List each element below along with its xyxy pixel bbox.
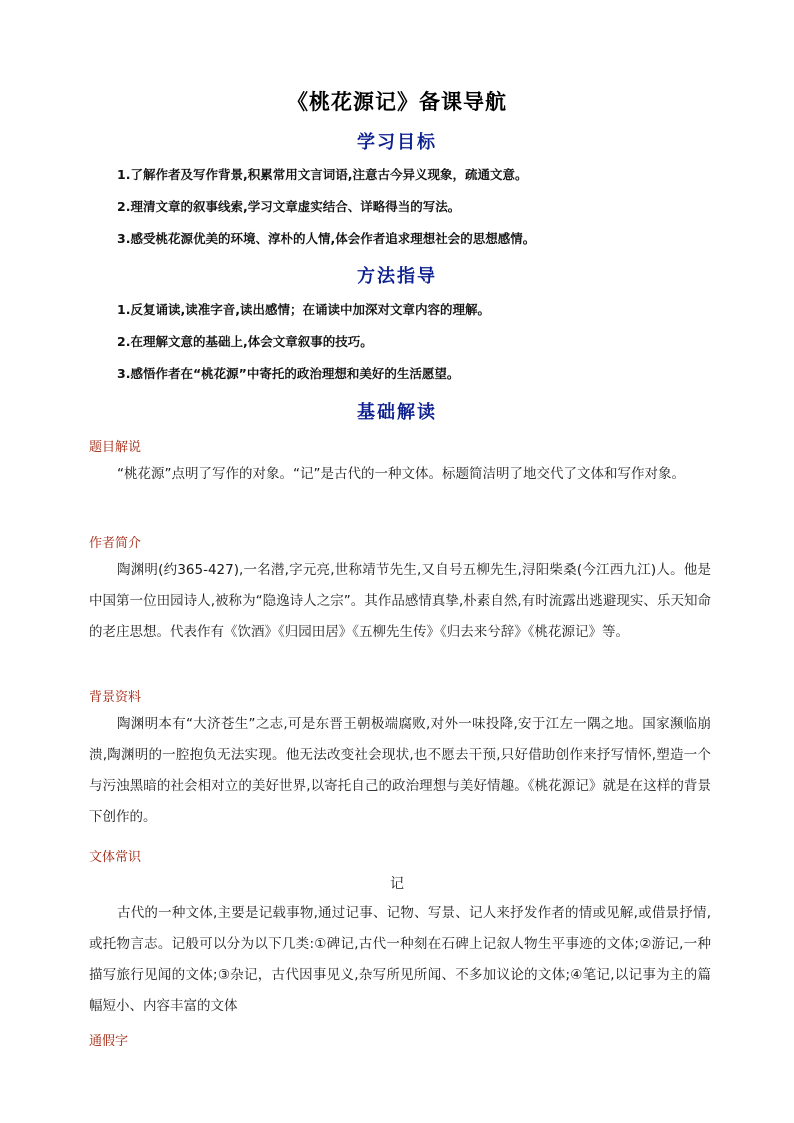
label-title-explain: 题目解说 [89,440,142,455]
label-background: 背景资料 [89,690,142,705]
section-heading-methods: 方法指导 [357,266,437,287]
paragraph-author: 陶渊明(约365-427),一名潜,字元亮,世称靖节先生,又自号五柳先生,浔阳柴桑(今江西九江)人。他是中国第一位田园诗人,被称为“隐逸诗人之宗”。其作品感情真挚,朴素自然,有时流露出逃避现实、乐天知命的老庄思想。代表作有《饮酒》《归园田居》《五柳先生传》《归去来兮辞》《桃花源记》等。 [89,562,711,640]
label-tongjiazi: 通假字 [89,1034,129,1049]
paragraph-title-explain: “桃花源”点明了写作的对象。“记”是古代的一种文体。标题简洁明了地交代了文体和写作对象。 [117,466,685,482]
paragraph-background: 陶渊明本有“大济苍生”之志,可是东晋王朝极端腐败,对外一味投降,安于江左一隅之地。国家濒临崩溃,陶渊明的一腔抱负无法实现。他无法改变社会现状,也不愿去干预,只好借助创作来抒写情怀,塑造一个与污浊黑暗的社会相对立的美好世界,以寄托自己的政治理想与美好情趣。《桃花源记》就是在这样的背景下创作的。 [89,716,711,825]
document-title: 《桃花源记》备课导航 [287,90,507,114]
list-item: 3.感受桃花源优美的环境、淳朴的人情,体会作者追求理想社会的思想感情。 [117,231,536,246]
list-item: 2.理清文章的叙事线索,学习文章虚实结合、详略得当的写法。 [117,199,461,214]
label-author: 作者简介 [89,536,142,551]
section-heading-objectives: 学习目标 [357,132,437,153]
paragraph-genre: 古代的一种文体,主要是记载事物,通过记事、记物、写景、记人来抒发作者的情或见解,或借景抒情,或托物言志。记般可以分为以下几类:①碑记,古代一种刻在石碑上记叙人物生平事迹的文体;②游记,一种描写旅行见闻的文体;③杂记，古代因事见义,杂写所见所闻、不多加议论的文体;④笔记,以记事为主的篇幅短小、内容丰富的文体 [89,905,711,1014]
objectives-list [117,165,535,261]
methods-list [117,300,490,396]
list-item: 1.反复诵读,读准字音,读出感情；在诵读中加深对文章内容的理解。 [117,302,490,317]
section-heading-basics: 基础解读 [357,402,437,423]
list-item: 3.感悟作者在“桃花源”中寄托的政治理想和美好的生活愿望。 [117,366,460,381]
list-item: 1.了解作者及写作背景,积累常用文言词语,注意古今异义现象，疏通文意。 [117,167,528,182]
list-item: 2.在理解文意的基础上,体会文章叙事的技巧。 [117,334,373,349]
genre-subheading: 记 [390,876,404,892]
label-genre: 文体常识 [89,850,142,865]
